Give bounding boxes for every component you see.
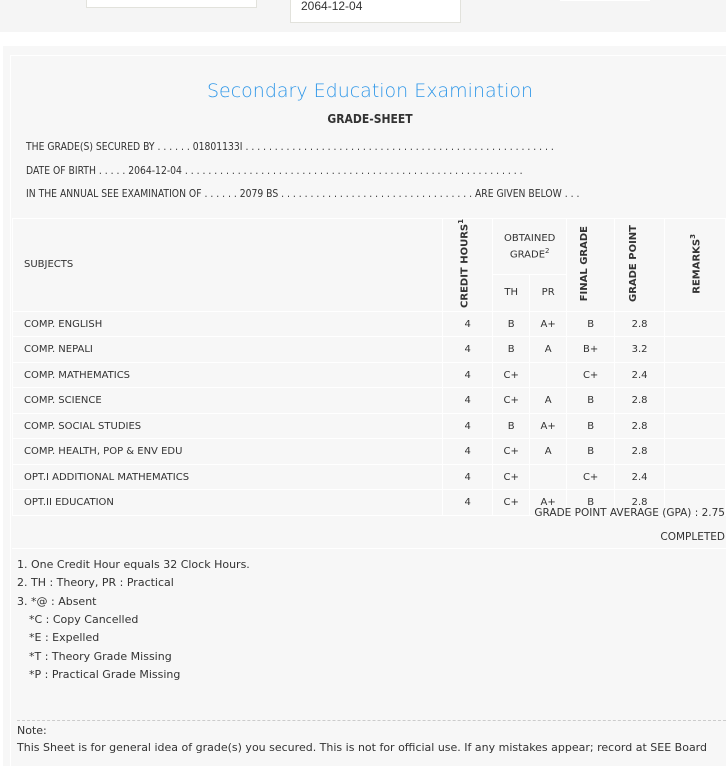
footnote: 1. One Credit Hour equals 32 Clock Hours. — [17, 558, 250, 571]
pr-grade-cell: A+ — [530, 413, 567, 439]
dob-input[interactable]: 2064-12-04 — [290, 0, 461, 23]
credit-cell: 4 — [443, 311, 493, 337]
credit-cell: 4 — [443, 490, 493, 516]
symbol-number-input[interactable] — [86, 0, 257, 8]
credit-cell: 4 — [443, 362, 493, 388]
note-text: This Sheet is for general idea of grade(s) you secured. This is not for official use. If any mistakes appear; record at SEE Board — [17, 741, 707, 754]
th-grade-cell: C+ — [493, 464, 530, 490]
footnote: 3. *@ : Absent — [17, 595, 97, 608]
final-grade-cell: B — [567, 413, 615, 439]
dashed-divider — [17, 720, 726, 721]
pr-grade-cell: A — [530, 439, 567, 465]
pr-grade-cell: A+ — [530, 490, 567, 516]
top-form-area — [0, 0, 726, 32]
footnote: *E : Expelled — [29, 631, 100, 644]
table-row — [13, 337, 726, 363]
header-subjects: SUBJECTS — [13, 219, 443, 312]
final-grade-cell: B — [567, 439, 615, 465]
note-label: Note: — [17, 724, 47, 737]
grade-point-cell: 2.8 — [615, 490, 665, 516]
pr-grade-cell — [530, 362, 567, 388]
final-grade-cell: B+ — [567, 337, 615, 363]
final-grade-cell: B — [567, 490, 615, 516]
final-grade-cell: C+ — [567, 464, 615, 490]
dob-line: DATE OF BIRTH . . . . . 2064-12-04 . . . . . . . . . . . . . . . . . . . . . . . . . . . . . . . . . . . . . . . . . . . . . . . . . . . . . . . . . . — [26, 165, 523, 177]
table-row — [13, 311, 726, 337]
grade-point-cell: 2.8 — [615, 439, 665, 465]
pr-grade-cell: A — [530, 337, 567, 363]
submit-area[interactable] — [560, 0, 650, 1]
header-remarks: REMARKS$^3$ — [665, 219, 726, 312]
grades-table — [12, 218, 726, 516]
th-grade-cell: B — [493, 337, 530, 363]
table-row — [13, 388, 726, 414]
remarks-cell — [665, 337, 726, 363]
subject-cell: OPT.I ADDITIONAL MATHEMATICS — [13, 464, 443, 490]
pr-grade-cell — [530, 464, 567, 490]
divider — [12, 548, 726, 549]
table-row — [13, 413, 726, 439]
th-grade-cell: C+ — [493, 490, 530, 516]
exam-year-line: IN THE ANNUAL SEE EXAMINATION OF . . . . . . 2079 BS . . . . . . . . . . . . . . . . . . . . . . . . . . . . . . . . . ARE GIVEN BELOW . . . — [26, 188, 580, 200]
pr-grade-cell: A — [530, 388, 567, 414]
footnote: *C : Copy Cancelled — [29, 613, 139, 626]
header-final-grade: FINAL GRADE — [567, 219, 615, 312]
remarks-cell — [665, 311, 726, 337]
table-row — [13, 362, 726, 388]
gpa-value: GRADE POINT AVERAGE (GPA) : 2.75 — [534, 507, 725, 519]
subject-cell: COMP. NEPALI — [13, 337, 443, 363]
credit-cell: 4 — [443, 439, 493, 465]
remarks-cell — [665, 464, 726, 490]
footnote: 2. TH : Theory, PR : Practical — [17, 576, 174, 589]
grade-point-cell: 2.4 — [615, 464, 665, 490]
credit-cell: 4 — [443, 388, 493, 414]
credit-cell: 4 — [443, 464, 493, 490]
credit-cell: 4 — [443, 337, 493, 363]
th-grade-cell: B — [493, 311, 530, 337]
grade-sheet-heading: GRADE-SHEET — [327, 112, 413, 126]
subject-cell: COMP. ENGLISH — [13, 311, 443, 337]
grade-point-cell: 2.8 — [615, 413, 665, 439]
subject-cell: COMP. SOCIAL STUDIES — [13, 413, 443, 439]
final-grade-cell: B — [567, 388, 615, 414]
th-grade-cell: B — [493, 413, 530, 439]
subject-cell: COMP. HEALTH, POP & ENV EDU — [13, 439, 443, 465]
secured-by-line: THE GRADE(S) SECURED BY . . . . . . 01801133I . . . . . . . . . . . . . . . . . . . . . . . . . . . . . . . . . . . . . . . . . . . . . . . . . . . . . — [26, 141, 554, 153]
remarks-cell — [665, 439, 726, 465]
final-grade-cell: B — [567, 311, 615, 337]
credit-cell: 4 — [443, 413, 493, 439]
header-pr: PR — [530, 274, 567, 311]
remarks-cell — [665, 362, 726, 388]
subject-cell: OPT.II EDUCATION — [13, 490, 443, 516]
grade-point-cell: 3.2 — [615, 337, 665, 363]
header-obtained-grade: OBTAINED GRADE$^2$ — [493, 219, 567, 275]
header-credit-hours: CREDIT HOURS$^1$ — [443, 219, 493, 312]
th-grade-cell: C+ — [493, 388, 530, 414]
table-row — [13, 439, 726, 465]
header-grade-point: GRADE POINT — [615, 219, 665, 312]
footnote: *P : Practical Grade Missing — [29, 668, 181, 681]
table-row — [13, 464, 726, 490]
th-grade-cell: C+ — [493, 439, 530, 465]
exam-title: Secondary Education Examination — [206, 80, 534, 102]
result-status: COMPLETED — [660, 531, 725, 543]
grade-point-cell: 2.8 — [615, 311, 665, 337]
final-grade-cell: C+ — [567, 362, 615, 388]
header-th: TH — [493, 274, 530, 311]
th-grade-cell: C+ — [493, 362, 530, 388]
grade-point-cell: 2.4 — [615, 362, 665, 388]
remarks-cell — [665, 388, 726, 414]
footnote: *T : Theory Grade Missing — [29, 650, 172, 663]
remarks-cell — [665, 413, 726, 439]
pr-grade-cell: A+ — [530, 311, 567, 337]
grade-point-cell: 2.8 — [615, 388, 665, 414]
subject-cell: COMP. MATHEMATICS — [13, 362, 443, 388]
subject-cell: COMP. SCIENCE — [13, 388, 443, 414]
